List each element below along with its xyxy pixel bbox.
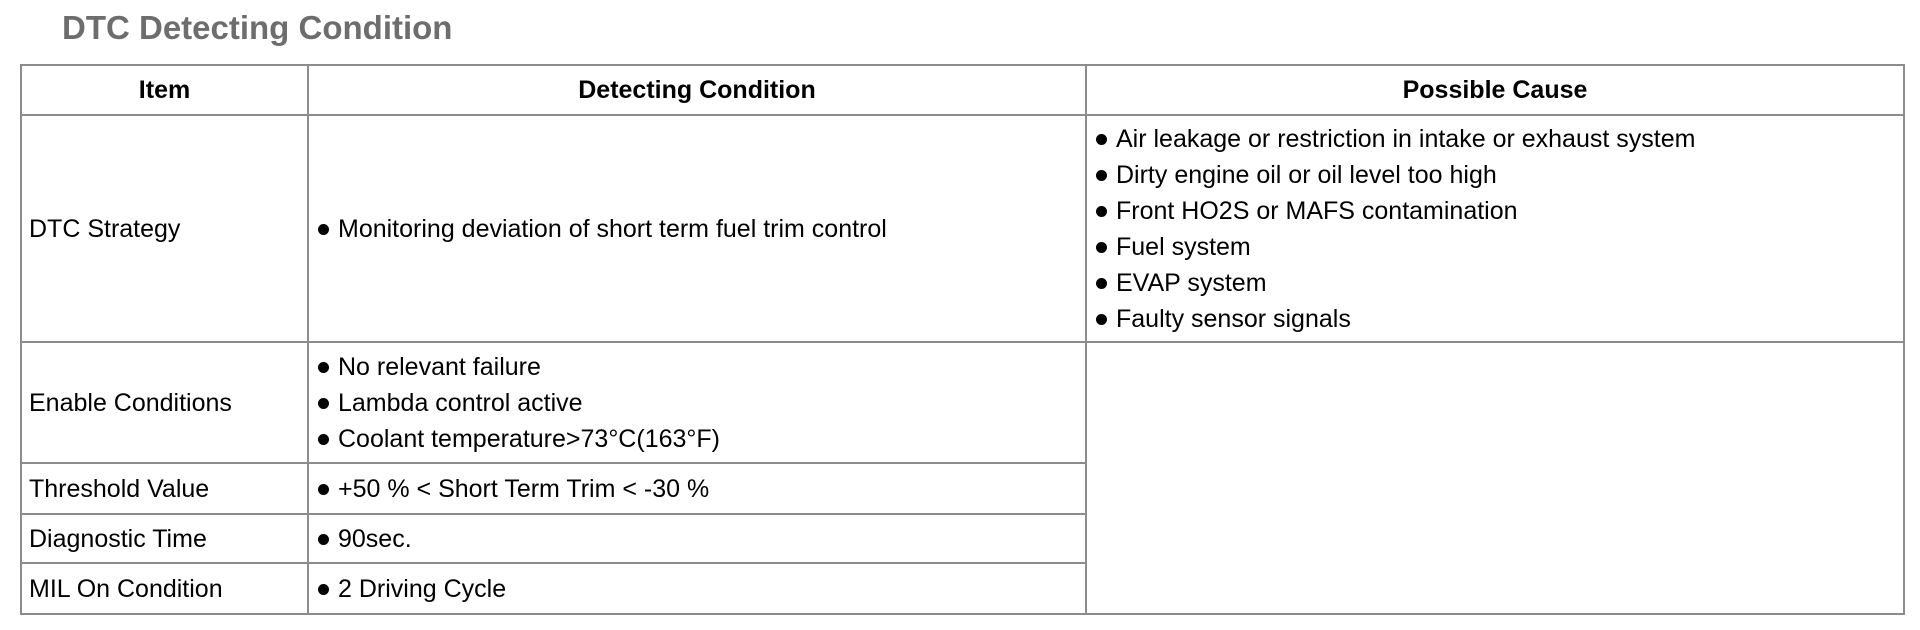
page-title: DTC Detecting Condition bbox=[62, 9, 453, 46]
list-item: Air leakage or restriction in intake or exhaust system bbox=[1094, 121, 1896, 157]
item-cell: Diagnostic Time bbox=[21, 514, 308, 563]
list-item: Monitoring deviation of short term fuel trim control bbox=[316, 211, 1078, 247]
condition-cell bbox=[308, 463, 1086, 514]
possible-cause-list bbox=[1094, 121, 1896, 337]
condition-cell bbox=[308, 563, 1086, 614]
header-possible-cause: Possible Cause bbox=[1086, 65, 1904, 115]
condition-cell bbox=[308, 342, 1086, 463]
condition-list bbox=[316, 211, 1078, 247]
list-item: EVAP system bbox=[1094, 265, 1896, 301]
list-item: +50 % < Short Term Trim < -30 % bbox=[316, 471, 1078, 507]
list-item: Front HO2S or MAFS contamination bbox=[1094, 193, 1896, 229]
possible-cause-cell bbox=[1086, 115, 1904, 342]
condition-list bbox=[316, 571, 1078, 607]
condition-cell bbox=[308, 514, 1086, 563]
condition-cell bbox=[308, 115, 1086, 342]
condition-list bbox=[316, 349, 1078, 457]
list-item: 2 Driving Cycle bbox=[316, 571, 1078, 607]
header-detecting-condition: Detecting Condition bbox=[308, 65, 1086, 115]
list-item: 90sec. bbox=[316, 521, 1078, 557]
condition-list bbox=[316, 471, 1078, 507]
item-cell: Threshold Value bbox=[21, 463, 308, 514]
item-cell: MIL On Condition bbox=[21, 563, 308, 614]
table-row bbox=[21, 115, 1904, 342]
dtc-condition-table bbox=[20, 64, 1905, 615]
list-item: No relevant failure bbox=[316, 349, 1078, 385]
list-item: Fuel system bbox=[1094, 229, 1896, 265]
empty-cause-cell bbox=[1086, 342, 1904, 614]
list-item: Dirty engine oil or oil level too high bbox=[1094, 157, 1896, 193]
header-item: Item bbox=[21, 65, 308, 115]
list-item: Faulty sensor signals bbox=[1094, 301, 1896, 337]
table-row bbox=[21, 342, 1904, 463]
table-header-row bbox=[21, 65, 1904, 115]
list-item: Lambda control active bbox=[316, 385, 1078, 421]
condition-list bbox=[316, 521, 1078, 557]
list-item: Coolant temperature>73°C(163°F) bbox=[316, 421, 1078, 457]
item-cell: DTC Strategy bbox=[21, 115, 308, 342]
item-cell: Enable Conditions bbox=[21, 342, 308, 463]
